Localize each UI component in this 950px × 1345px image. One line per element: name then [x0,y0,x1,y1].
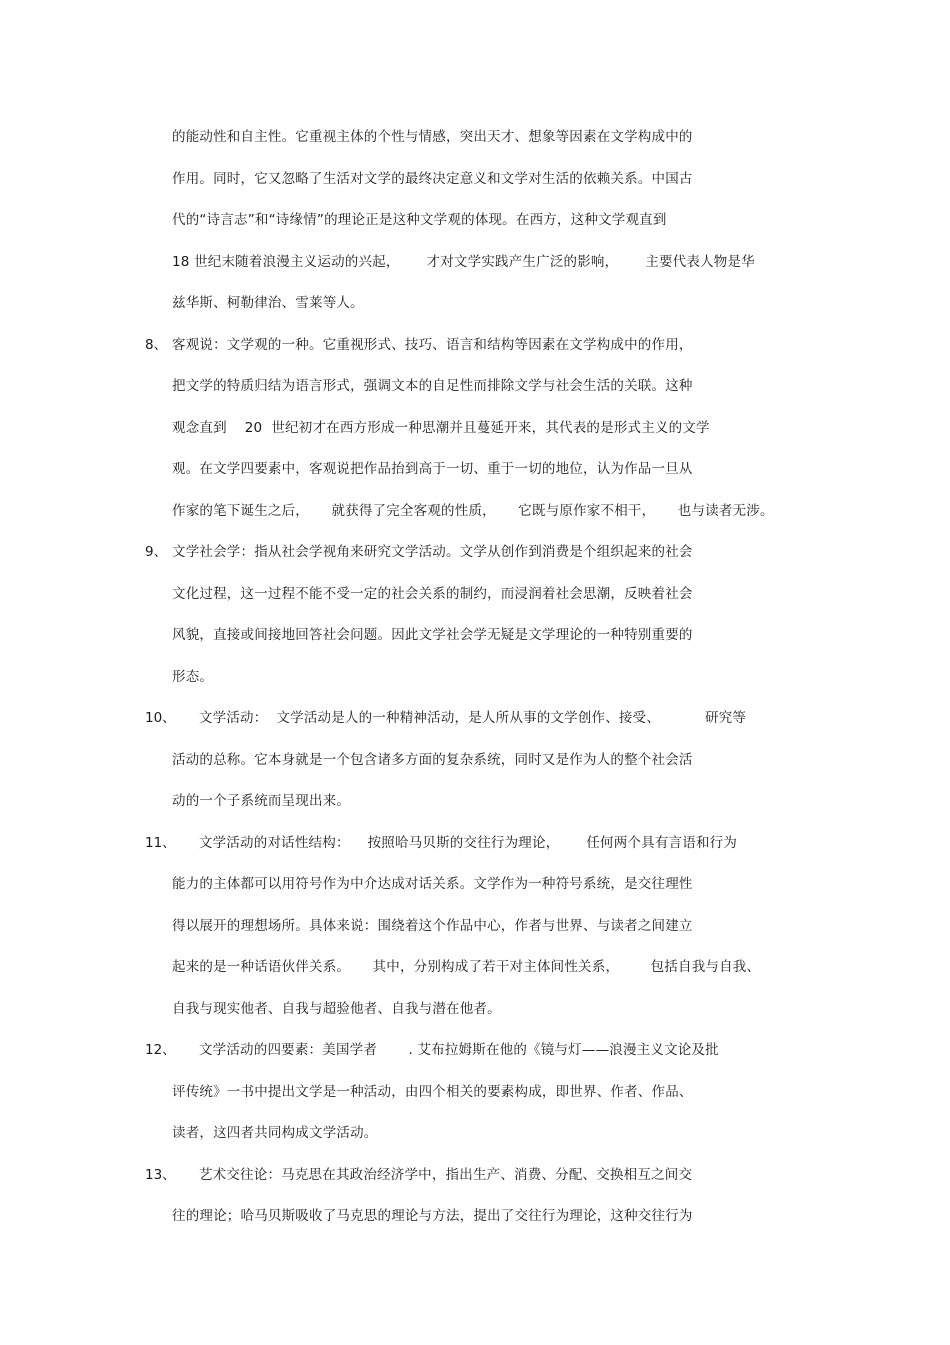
text-line: 形态。 [172,669,214,685]
text-line: 客观说：文学观的一种。它重视形式、技巧、语言和结构等因素在文学构成中的作用， [172,337,693,353]
text-line: 代的“诗言志”和“诗缘情”的理论正是这种文学观的体现。在西方，这种文学观直到 [172,212,667,228]
text-line: 评传统》一书中提出文学是一种活动，由四个相关的要素构成，即世界、作者、作品、 [172,1084,693,1100]
text-line: 得以展开的理想场所。具体来说：围绕着这个作品中心，作者与世界、与读者之间建立 [172,918,693,934]
text-line: 活动的总称。它本身就是一个包含诸多方面的复杂系统，同时又是作为人的整个社会活 [172,752,693,768]
text-line: 观。在文学四要素中，客观说把作品抬到高于一切、重于一切的地位，认为作品一旦从 [172,461,693,477]
text-line: 往的理论；哈马贝斯吸收了马克思的理论与方法，提出了交往行为理论，这种交往行为 [172,1208,693,1224]
entry-number: 9、 [145,544,168,560]
text-line: 文学活动： 文学活动是人的一种精神活动，是人所从事的文学创作、接受、 研究等 [172,710,747,726]
entry-number: 10、 [145,710,176,726]
entry-number: 13、 [145,1167,176,1183]
text-line: 兹华斯、柯勒律治、雪莱等人。 [172,295,364,311]
text-line: 18 世纪末随着浪漫主义运动的兴起， 才对文学实践产生广泛的影响， 主要代表人物是华 [172,254,755,270]
text-line: 自我与现实他者、自我与超验他者、自我与潜在他者。 [172,1001,501,1017]
text-line: 艺术交往论：马克思在其政治经济学中，指出生产、消费、分配、交换相互之间交 [172,1167,693,1183]
text-line: 观念直到 20 世纪初才在西方形成一种思潮并且蔓延开来，其代表的是形式主义的文学 [172,420,710,436]
text-line: 风貌，直接或间接地回答社会问题。因此文学社会学无疑是文学理论的一种特别重要的 [172,627,693,643]
text-line: 作用。同时，它又忽略了生活对文学的最终决定意义和文学对生活的依赖关系。中国古 [172,171,693,187]
text-line: 能力的主体都可以用符号作为中介达成对话关系。文学作为一种符号系统，是交往理性 [172,876,693,892]
entry-number: 11、 [145,835,176,851]
text-line: 作家的笔下诞生之后， 就获得了完全客观的性质， 它既与原作家不相干， 也与读者无涉。 [172,503,774,519]
text-line: 动的一个子系统而呈现出来。 [172,793,351,809]
text-line: 起来的是一种话语伙伴关系。 其中，分别构成了若干对主体间性关系， 包括自我与自我、 [172,959,761,975]
entry-number: 8、 [145,337,168,353]
text-line: 把文学的特质归结为语言形式，强调文本的自足性而排除文学与社会生活的关联。这种 [172,378,693,394]
text-line: 文化过程，这一过程不能不受一定的社会关系的制约，而浸润着社会思潮，反映着社会 [172,586,693,602]
entry-number: 12、 [145,1042,176,1058]
text-line: 的能动性和自主性。它重视主体的个性与情感，突出天才、想象等因素在文学构成中的 [172,129,693,145]
text-line: 文学社会学：指从社会学视角来研究文学活动。文学从创作到消费是个组织起来的社会 [172,544,693,560]
text-line: 读者，这四者共同构成文学活动。 [172,1125,378,1141]
text-line: 文学活动的四要素：美国学者 . 艾布拉姆斯在他的《镜与灯——浪漫主义文论及批 [172,1042,719,1058]
text-line: 文学活动的对话性结构： 按照哈马贝斯的交往行为理论， 任何两个具有言语和行为 [172,835,738,851]
